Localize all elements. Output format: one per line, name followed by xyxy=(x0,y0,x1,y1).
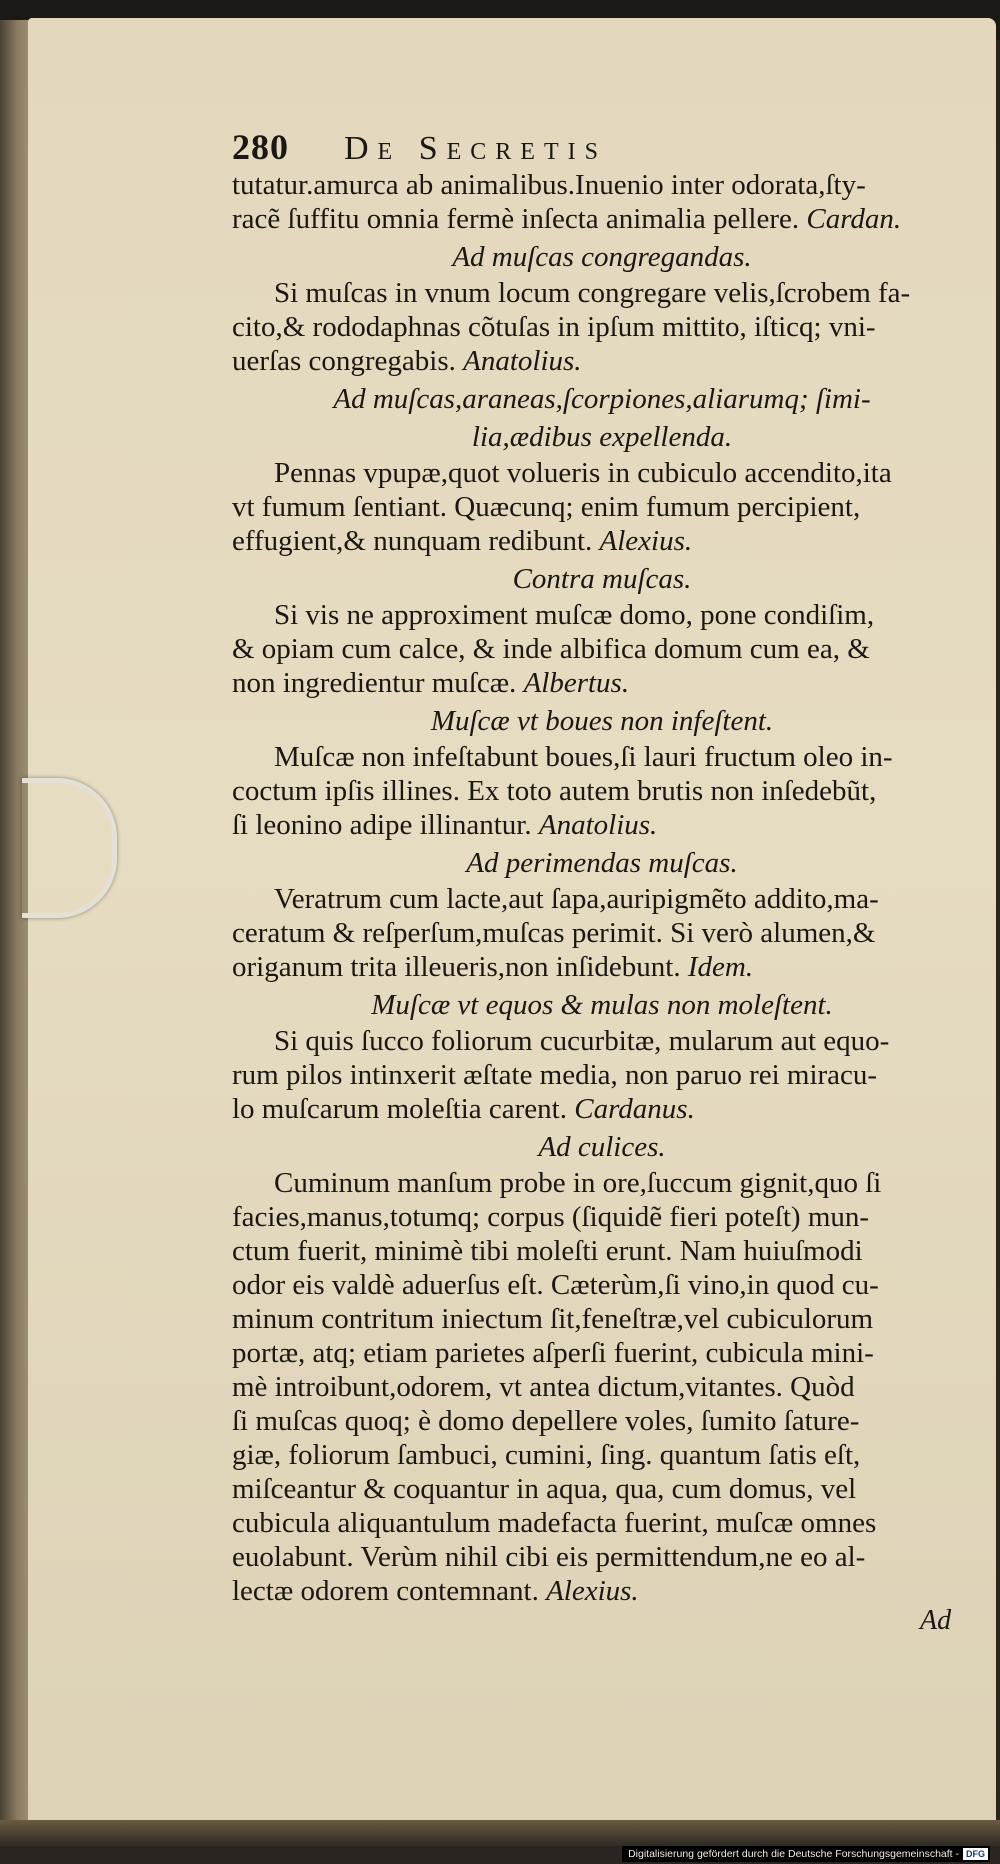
text-line xyxy=(232,950,972,984)
text-lines xyxy=(232,168,972,1608)
line-text: Veratrum cum lacte,aut ſapa,auripigmẽto addito,ma- xyxy=(274,883,879,915)
source-citation: Anatolius. xyxy=(538,809,658,841)
line-text: Cuminum manſum probe in ore,ſuccum gignit,quo ſi xyxy=(274,1167,882,1199)
line-text: ſi leonino adipe illinantur. xyxy=(232,809,532,841)
line-text: coctum ipſis illines. Ex toto autem brutis non inſedebũt, xyxy=(232,775,877,807)
source-citation: Idem. xyxy=(687,951,754,983)
line-text: lectæ odorem contemnant. xyxy=(232,1575,539,1607)
text-line xyxy=(232,1336,972,1370)
section-heading xyxy=(232,846,972,880)
line-text: cubicula aliquantulum madefacta fuerint, muſcæ omnes xyxy=(232,1507,877,1539)
text-line xyxy=(232,882,972,916)
line-text: tutatur.amurca ab animalibus.Inuenio inter odorata,ſty- xyxy=(232,169,866,201)
line-text: miſceantur & coquantur in aqua, qua, cum domus, vel xyxy=(232,1473,857,1505)
text-line xyxy=(232,344,972,378)
line-text: euolabunt. Verùm nihil cibi eis permittendum,ne eo al- xyxy=(232,1541,866,1573)
text-line xyxy=(232,310,972,344)
section-heading xyxy=(232,1130,972,1164)
text-line xyxy=(232,276,972,310)
line-text: minum contritum iniectum ſit,feneſtræ,vel cubiculorum xyxy=(232,1303,874,1335)
section-heading xyxy=(232,420,972,454)
line-text: Muſcæ vt boues non infeſtent. xyxy=(430,705,774,737)
line-text: uerſas congregabis. xyxy=(232,345,456,377)
line-text: effugient,& nunquam redibunt. xyxy=(232,525,593,557)
line-text: Si vis ne approximent muſcæ domo, pone condiſim, xyxy=(274,599,875,631)
text-line xyxy=(232,490,972,524)
text-line xyxy=(232,1058,972,1092)
line-text: ceratum & reſperſum,muſcas perimit. Si verò alumen,& xyxy=(232,917,876,949)
line-text: Ad muſcas,araneas,ſcorpiones,aliarumq; ſimi- xyxy=(333,383,871,415)
section-heading xyxy=(232,382,972,416)
text-line xyxy=(232,916,972,950)
source-citation: Cardan. xyxy=(806,203,902,235)
line-text: lo muſcarum moleſtia carent. xyxy=(232,1093,567,1125)
text-line xyxy=(232,598,972,632)
scan-background-bottom xyxy=(0,1820,1000,1846)
line-text: non ingredientur muſcæ. xyxy=(232,667,517,699)
text-line xyxy=(232,1302,972,1336)
line-text: Ad perimendas muſcas. xyxy=(466,847,738,879)
text-line xyxy=(232,1092,972,1126)
line-text: mè introibunt,odorem, vt antea dictum,vitantes. Quòd xyxy=(232,1371,855,1403)
line-text: Muſcæ vt equos & mulas non moleſtent. xyxy=(371,989,833,1021)
page-number: 280 xyxy=(232,127,289,167)
text-line xyxy=(232,168,972,202)
source-citation: Cardanus. xyxy=(574,1093,695,1125)
text-line xyxy=(232,740,972,774)
source-citation: Anatolius. xyxy=(463,345,582,377)
line-text: racẽ ſuffitu omnia fermè inſecta animalia pellere. xyxy=(232,203,800,235)
line-text: lia,ædibus expellenda. xyxy=(471,421,733,453)
running-head: De Secretis xyxy=(344,130,607,167)
dfg-logo: DFG xyxy=(963,1848,988,1860)
line-text: & opiam cum calce, & inde albifica domum cum ea, & xyxy=(232,633,870,665)
credit-text: Digitalisierung gefördert durch die Deutsche Forschungsgemeinschaft - xyxy=(628,1848,959,1860)
source-citation: Albertus. xyxy=(523,667,630,699)
source-citation: Alexius. xyxy=(599,525,693,557)
text-line xyxy=(232,666,972,700)
text-line xyxy=(232,1472,972,1506)
line-text: cito,& rododaphnas cõtuſas in ipſum mittito, iſticq; vni- xyxy=(232,311,876,343)
line-text: Contra muſcas. xyxy=(512,563,692,595)
line-text: rum pilos intinxerit æſtate media, non paruo rei miracu- xyxy=(232,1059,878,1091)
text-line xyxy=(232,632,972,666)
line-text: giæ, foliorum ſambuci, cumini, ſing. quantum ſatis eſt, xyxy=(232,1439,861,1471)
line-text: origanum trita illeueris,non inſidebunt. xyxy=(232,951,681,983)
text-line xyxy=(232,1200,972,1234)
text-line xyxy=(232,456,972,490)
line-text: Si muſcas in vnum locum congregare velis,ſcrobem fa- xyxy=(274,277,911,309)
text-line xyxy=(232,808,972,842)
line-text: Muſcæ non infeſtabunt boues,ſi lauri fructum oleo in- xyxy=(274,741,893,773)
page-text-block xyxy=(232,127,972,1608)
line-text: ctum fuerit, minimè tibi moleſti erunt. Nam huiuſmodi xyxy=(232,1235,863,1267)
text-line xyxy=(232,1574,972,1608)
text-line xyxy=(232,524,972,558)
section-heading xyxy=(232,988,972,1022)
section-heading xyxy=(232,240,972,274)
book-clasp-band xyxy=(22,778,117,918)
text-line xyxy=(232,1370,972,1404)
text-line xyxy=(232,202,972,236)
text-line xyxy=(232,1024,972,1058)
source-citation: Alexius. xyxy=(546,1575,639,1607)
line-text: Si quis ſucco foliorum cucurbitæ, mularum aut equo- xyxy=(274,1025,890,1057)
text-line xyxy=(232,774,972,808)
line-text: facies,manus,totumq; corpus (ſiquidẽ fieri poteſt) mun- xyxy=(232,1201,870,1233)
page-header xyxy=(232,127,972,167)
line-text: Pennas vpupæ,quot volueris in cubiculo accendito,ita xyxy=(274,457,892,489)
section-heading xyxy=(232,562,972,596)
text-line xyxy=(232,1506,972,1540)
catchword: Ad xyxy=(920,1605,952,1636)
line-text: ſi muſcas quoq; è domo depellere voles, ſumito ſature- xyxy=(232,1405,860,1437)
line-text: vt fumum ſentiant. Quæcunq; enim fumum percipient, xyxy=(232,491,861,523)
line-text: Ad muſcas congregandas. xyxy=(452,241,752,273)
text-line xyxy=(232,1268,972,1302)
text-line xyxy=(232,1234,972,1268)
line-text: portæ, atq; etiam parietes aſperſi fuerint, cubicula mini- xyxy=(232,1337,874,1369)
text-line xyxy=(232,1166,972,1200)
digitization-credit xyxy=(622,1846,990,1862)
text-line xyxy=(232,1438,972,1472)
text-line xyxy=(232,1540,972,1574)
section-heading xyxy=(232,704,972,738)
text-line xyxy=(232,1404,972,1438)
line-text: odor eis valdè aduerſus eſt. Cæterùm,ſi vino,in quod cu- xyxy=(232,1269,879,1301)
line-text: Ad culices. xyxy=(538,1131,666,1163)
